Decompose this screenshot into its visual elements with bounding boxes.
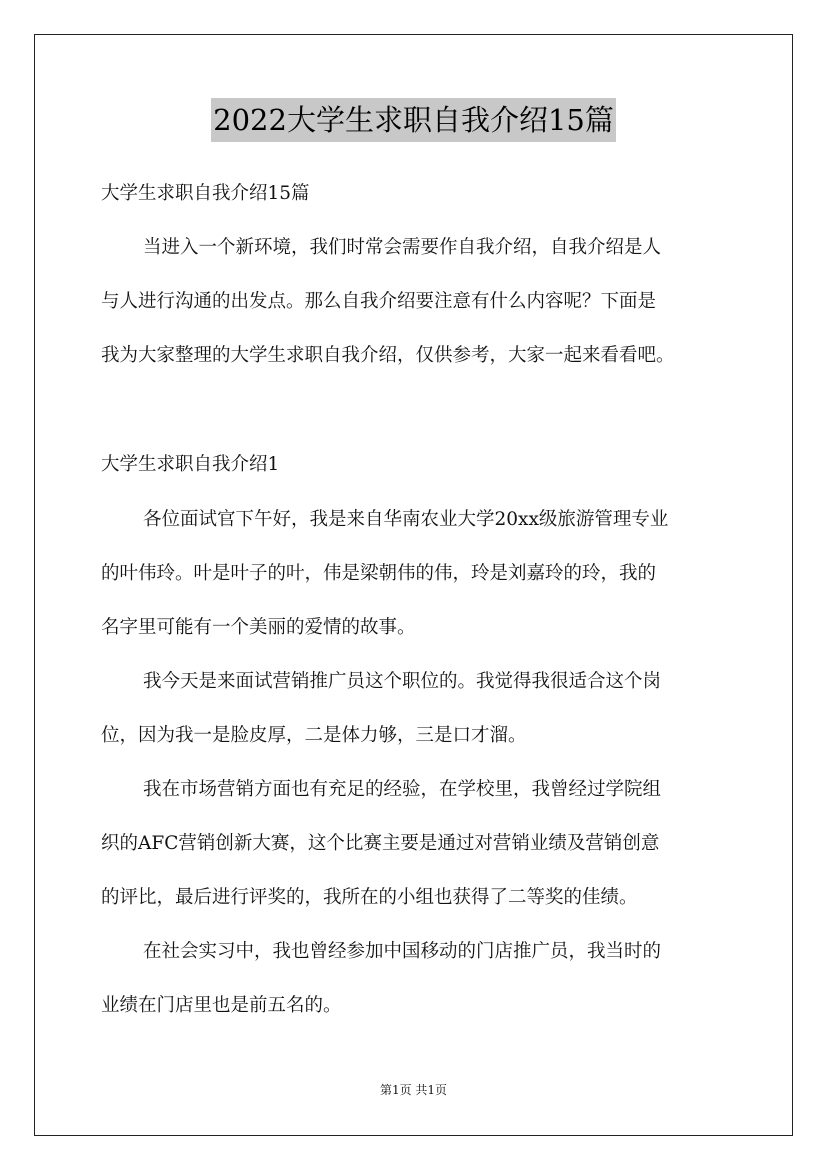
paragraph-line: 的叶伟玲。叶是叶子的叶，伟是梁朝伟的伟，玲是刘嘉玲的玲，我的 [101, 563, 657, 584]
intro-line: 当进入一个新环境，我们时常会需要作自我介绍，自我介绍是人 [143, 237, 662, 258]
page-footer: 第1页 共1页 [379, 1083, 448, 1097]
paragraph-line: 在社会实习中，我也曾经参加中国移动的门店推广员，我当时的 [143, 941, 662, 962]
paragraph-line: 我今天是来面试营销推广员这个职位的。我觉得我很适合这个岗 [143, 671, 662, 692]
paragraph-line: 各位面试官下午好，我是来自华南农业大学20xx级旅游管理专业 [143, 509, 669, 530]
paragraph-line: 位，因为我一是脸皮厚，二是体力够，三是口才溜。 [101, 725, 527, 746]
paragraph-line: 织的AFC营销创新大赛，这个比赛主要是通过对营销业绩及营销创意 [101, 833, 660, 854]
section-heading: 大学生求职自我介绍1 [101, 454, 280, 475]
paragraph-line: 业绩在门店里也是前五名的。 [101, 995, 342, 1016]
paragraph-line: 的评比，最后进行评奖的，我所在的小组也获得了二等奖的佳绩。 [101, 887, 638, 908]
paragraph-line: 名字里可能有一个美丽的爱情的故事。 [101, 617, 416, 638]
document-subtitle: 大学生求职自我介绍15篇 [101, 183, 310, 204]
intro-line: 与人进行沟通的出发点。那么自我介绍要注意有什么内容呢？下面是 [101, 291, 657, 312]
title-container [0, 98, 827, 142]
intro-line: 我为大家整理的大学生求职自我介绍，仅供参考，大家一起来看看吧。 [101, 345, 675, 366]
paragraph-line: 我在市场营销方面也有充足的经验，在学校里，我曾经过学院组 [143, 779, 662, 800]
document-title: 2022大学生求职自我介绍15篇 [211, 98, 616, 142]
